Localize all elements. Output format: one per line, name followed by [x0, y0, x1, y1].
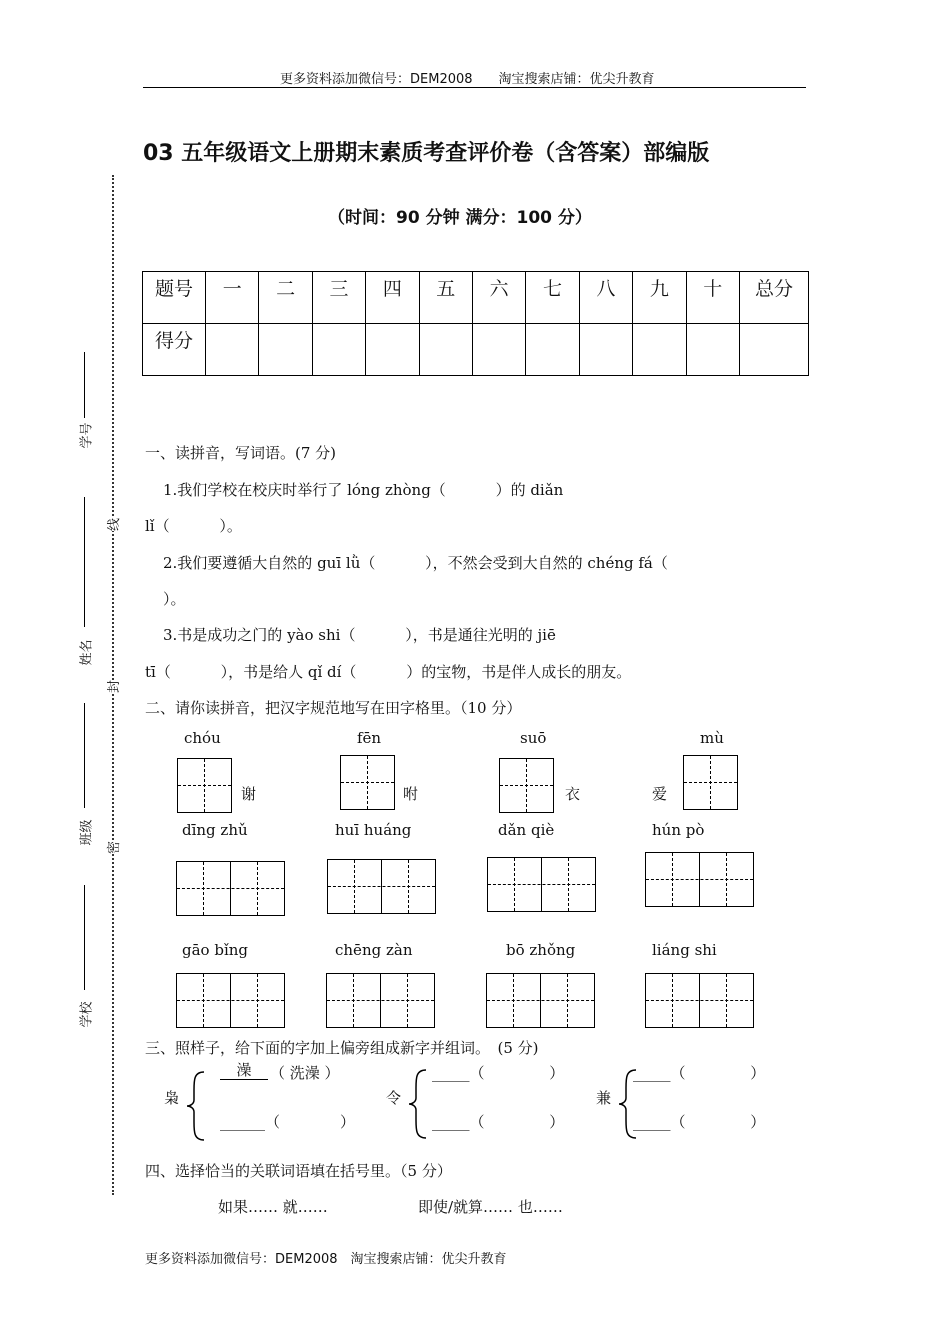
q1-line2: 2.我们要遵循大自然的 guī lǜ（ ），不然会受到大自然的 chéng fá（ — [163, 554, 668, 572]
tianzige-double-box[interactable] — [327, 859, 436, 914]
base-char: 枭 — [164, 1089, 180, 1107]
score-table-score-row — [143, 324, 809, 376]
pinyin-label: huī huáng — [335, 821, 412, 839]
score-header-cell: 六 — [472, 272, 525, 324]
footer-text: 更多资料添加微信号：DEM2008 淘宝搜索店铺：优尖升教育 — [145, 1252, 507, 1267]
given-char: 谢 — [241, 785, 257, 803]
name-label: 姓名 — [79, 639, 95, 666]
seal-text-seal: 封 — [103, 680, 122, 693]
tianzige-box[interactable] — [340, 755, 395, 810]
pinyin-label: dǎn qiè — [498, 821, 555, 839]
brace-icon — [186, 1070, 206, 1142]
score-header-cell: 四 — [366, 272, 419, 324]
given-char: 衣 — [565, 785, 581, 803]
tianzige-box[interactable] — [683, 755, 738, 810]
pinyin-label: suō — [520, 729, 547, 747]
school-label: 学校 — [79, 1001, 95, 1028]
pinyin-label: mù — [700, 729, 724, 747]
score-table — [142, 271, 809, 376]
tianzige-box[interactable] — [177, 758, 232, 813]
score-header-cell: 题号 — [143, 272, 206, 324]
answer-blank[interactable]: _____（ ） — [633, 1113, 766, 1131]
pinyin-label: fēn — [357, 729, 382, 747]
pinyin-label: dīng zhǔ — [182, 821, 248, 839]
q4-option: 如果…… 就…… — [218, 1198, 328, 1216]
given-char: 咐 — [403, 785, 419, 803]
example-word: （ 洗澡 ） — [270, 1064, 340, 1082]
q3-heading: 三、照样子，给下面的字加上偏旁组成新字并组词。 (5 分) — [145, 1039, 539, 1057]
score-header-cell: 三 — [312, 272, 365, 324]
tianzige-double-box[interactable] — [645, 973, 754, 1028]
score-header-cell: 九 — [633, 272, 686, 324]
tianzige-double-box[interactable] — [486, 973, 595, 1028]
score-cell[interactable] — [419, 324, 472, 376]
tianzige-box[interactable] — [499, 758, 554, 813]
seal-text-line: 线 — [103, 518, 122, 531]
score-cell[interactable] — [472, 324, 525, 376]
base-char: 兼 — [596, 1089, 612, 1107]
answer-blank[interactable]: _____（ ） — [432, 1113, 565, 1131]
brace-icon — [408, 1068, 428, 1140]
q1-line3: 3.书是成功之门的 yào shi（ ），书是通往光明的 jiē — [163, 626, 556, 644]
base-char: 令 — [386, 1089, 402, 1107]
pinyin-label: chēng zàn — [335, 941, 413, 959]
pinyin-label: hún pò — [652, 821, 705, 839]
answer-blank[interactable]: _____（ ） — [633, 1064, 766, 1082]
q1-line3b: tī（ ），书是给人 qǐ dí（ ）的宝物，书是伴人成长的朋友。 — [145, 663, 632, 681]
score-header-cell: 十 — [686, 272, 739, 324]
student-no-label: 学号 — [79, 422, 95, 449]
tianzige-double-box[interactable] — [326, 973, 435, 1028]
score-header-cell: 八 — [579, 272, 632, 324]
q1-line1: 1.我们学校在校庆时举行了 lóng zhòng（ ）的 diǎn — [163, 481, 564, 499]
page-title: 03 五年级语文上册期末素质考查评价卷（含答案）部编版 — [143, 141, 710, 166]
q1-line2b: ）。 — [163, 590, 186, 608]
seal-text-secret: 密 — [103, 841, 122, 854]
page-subtitle: （时间：90 分钟 满分：100 分） — [328, 208, 592, 228]
pinyin-label: gāo bǐng — [182, 941, 249, 959]
q4-heading: 四、选择恰当的关联词语填在括号里。（5 分） — [145, 1162, 452, 1180]
class-line — [84, 703, 85, 808]
score-header-cell: 一 — [206, 272, 259, 324]
header-rule — [143, 87, 806, 88]
example-char: 澡 — [220, 1062, 268, 1080]
given-char: 爱 — [652, 785, 668, 803]
q1-heading: 一、读拼音，写词语。(7 分) — [145, 444, 337, 462]
score-header-cell: 七 — [526, 272, 579, 324]
score-header-cell: 二 — [259, 272, 312, 324]
pinyin-label: liáng shi — [652, 941, 717, 959]
name-line — [84, 497, 85, 627]
answer-blank[interactable]: _____（ ） — [432, 1064, 565, 1082]
score-table-header-row — [143, 272, 809, 324]
score-cell[interactable] — [633, 324, 686, 376]
q1-line1b: lǐ（ ）。 — [145, 517, 242, 535]
answer-blank[interactable]: ______（ ） — [220, 1113, 356, 1131]
score-cell[interactable] — [526, 324, 579, 376]
score-cell[interactable] — [206, 324, 259, 376]
score-row-label: 得分 — [143, 324, 206, 376]
tianzige-double-box[interactable] — [176, 861, 285, 916]
score-cell[interactable] — [740, 324, 809, 376]
score-cell[interactable] — [366, 324, 419, 376]
class-label: 班级 — [79, 819, 95, 846]
tianzige-double-box[interactable] — [487, 857, 596, 912]
score-header-cell: 五 — [419, 272, 472, 324]
pinyin-label: chóu — [184, 729, 221, 747]
q4-option: 即使/就算…… 也…… — [418, 1198, 563, 1216]
tianzige-double-box[interactable] — [176, 973, 285, 1028]
q2-heading: 二、请你读拼音，把汉字规范地写在田字格里。（10 分） — [145, 699, 522, 717]
score-cell[interactable] — [312, 324, 365, 376]
student-no-line — [84, 352, 85, 418]
score-cell[interactable] — [259, 324, 312, 376]
score-header-cell: 总分 — [740, 272, 809, 324]
tianzige-double-box[interactable] — [645, 852, 754, 907]
school-line — [84, 885, 85, 990]
score-cell[interactable] — [686, 324, 739, 376]
score-cell[interactable] — [579, 324, 632, 376]
header-text: 更多资料添加微信号：DEM2008 淘宝搜索店铺：优尖升教育 — [280, 72, 655, 87]
pinyin-label: bō zhǒng — [506, 941, 576, 959]
